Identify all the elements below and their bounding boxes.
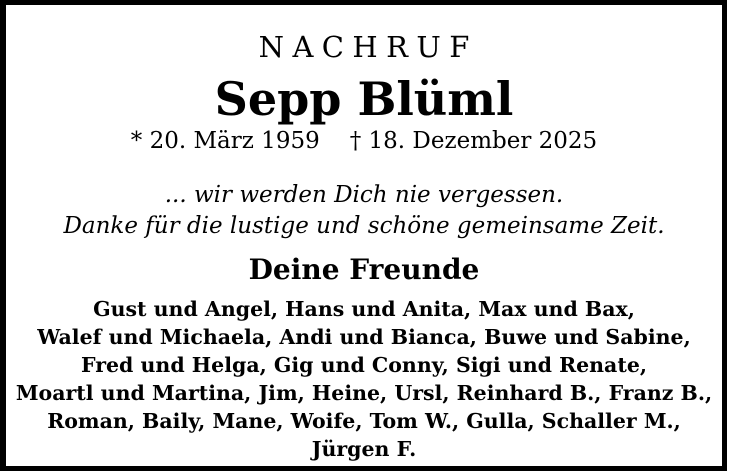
death-date: † 18. Dezember 2025	[349, 128, 598, 155]
mourners-line-3: Fred und Helga, Gig und Conny, Sigi und Renate,	[81, 352, 647, 377]
mourners-line-2: Walef und Michaela, Andi und Bianca, Buwe und Sabine,	[37, 324, 691, 349]
mourners-line-1: Gust und Angel, Hans und Anita, Max und Bax,	[93, 296, 635, 321]
obituary-content	[6, 5, 722, 466]
tribute-text	[63, 180, 664, 242]
life-dates	[131, 129, 597, 154]
birth-date: * 20. März 1959	[130, 128, 320, 155]
closing-salutation: Deine Freunde	[248, 252, 480, 286]
tribute-line-2: Danke für die lustige und schöne gemeinsame Zeit.	[63, 212, 665, 239]
mourners-list	[6, 295, 722, 463]
mourners-line-5: Roman, Baily, Mane, Woife, Tom W., Gulla, Schaller M., Jürgen F.	[47, 408, 681, 461]
notice-type-heading: NACHRUF	[258, 30, 478, 64]
deceased-name: Sepp Blüml	[214, 72, 514, 127]
tribute-line-1: ... wir werden Dich nie vergessen.	[164, 181, 564, 208]
mourners-line-4: Moartl und Martina, Jim, Heine, Ursl, Reinhard B., Franz B.,	[15, 380, 713, 405]
